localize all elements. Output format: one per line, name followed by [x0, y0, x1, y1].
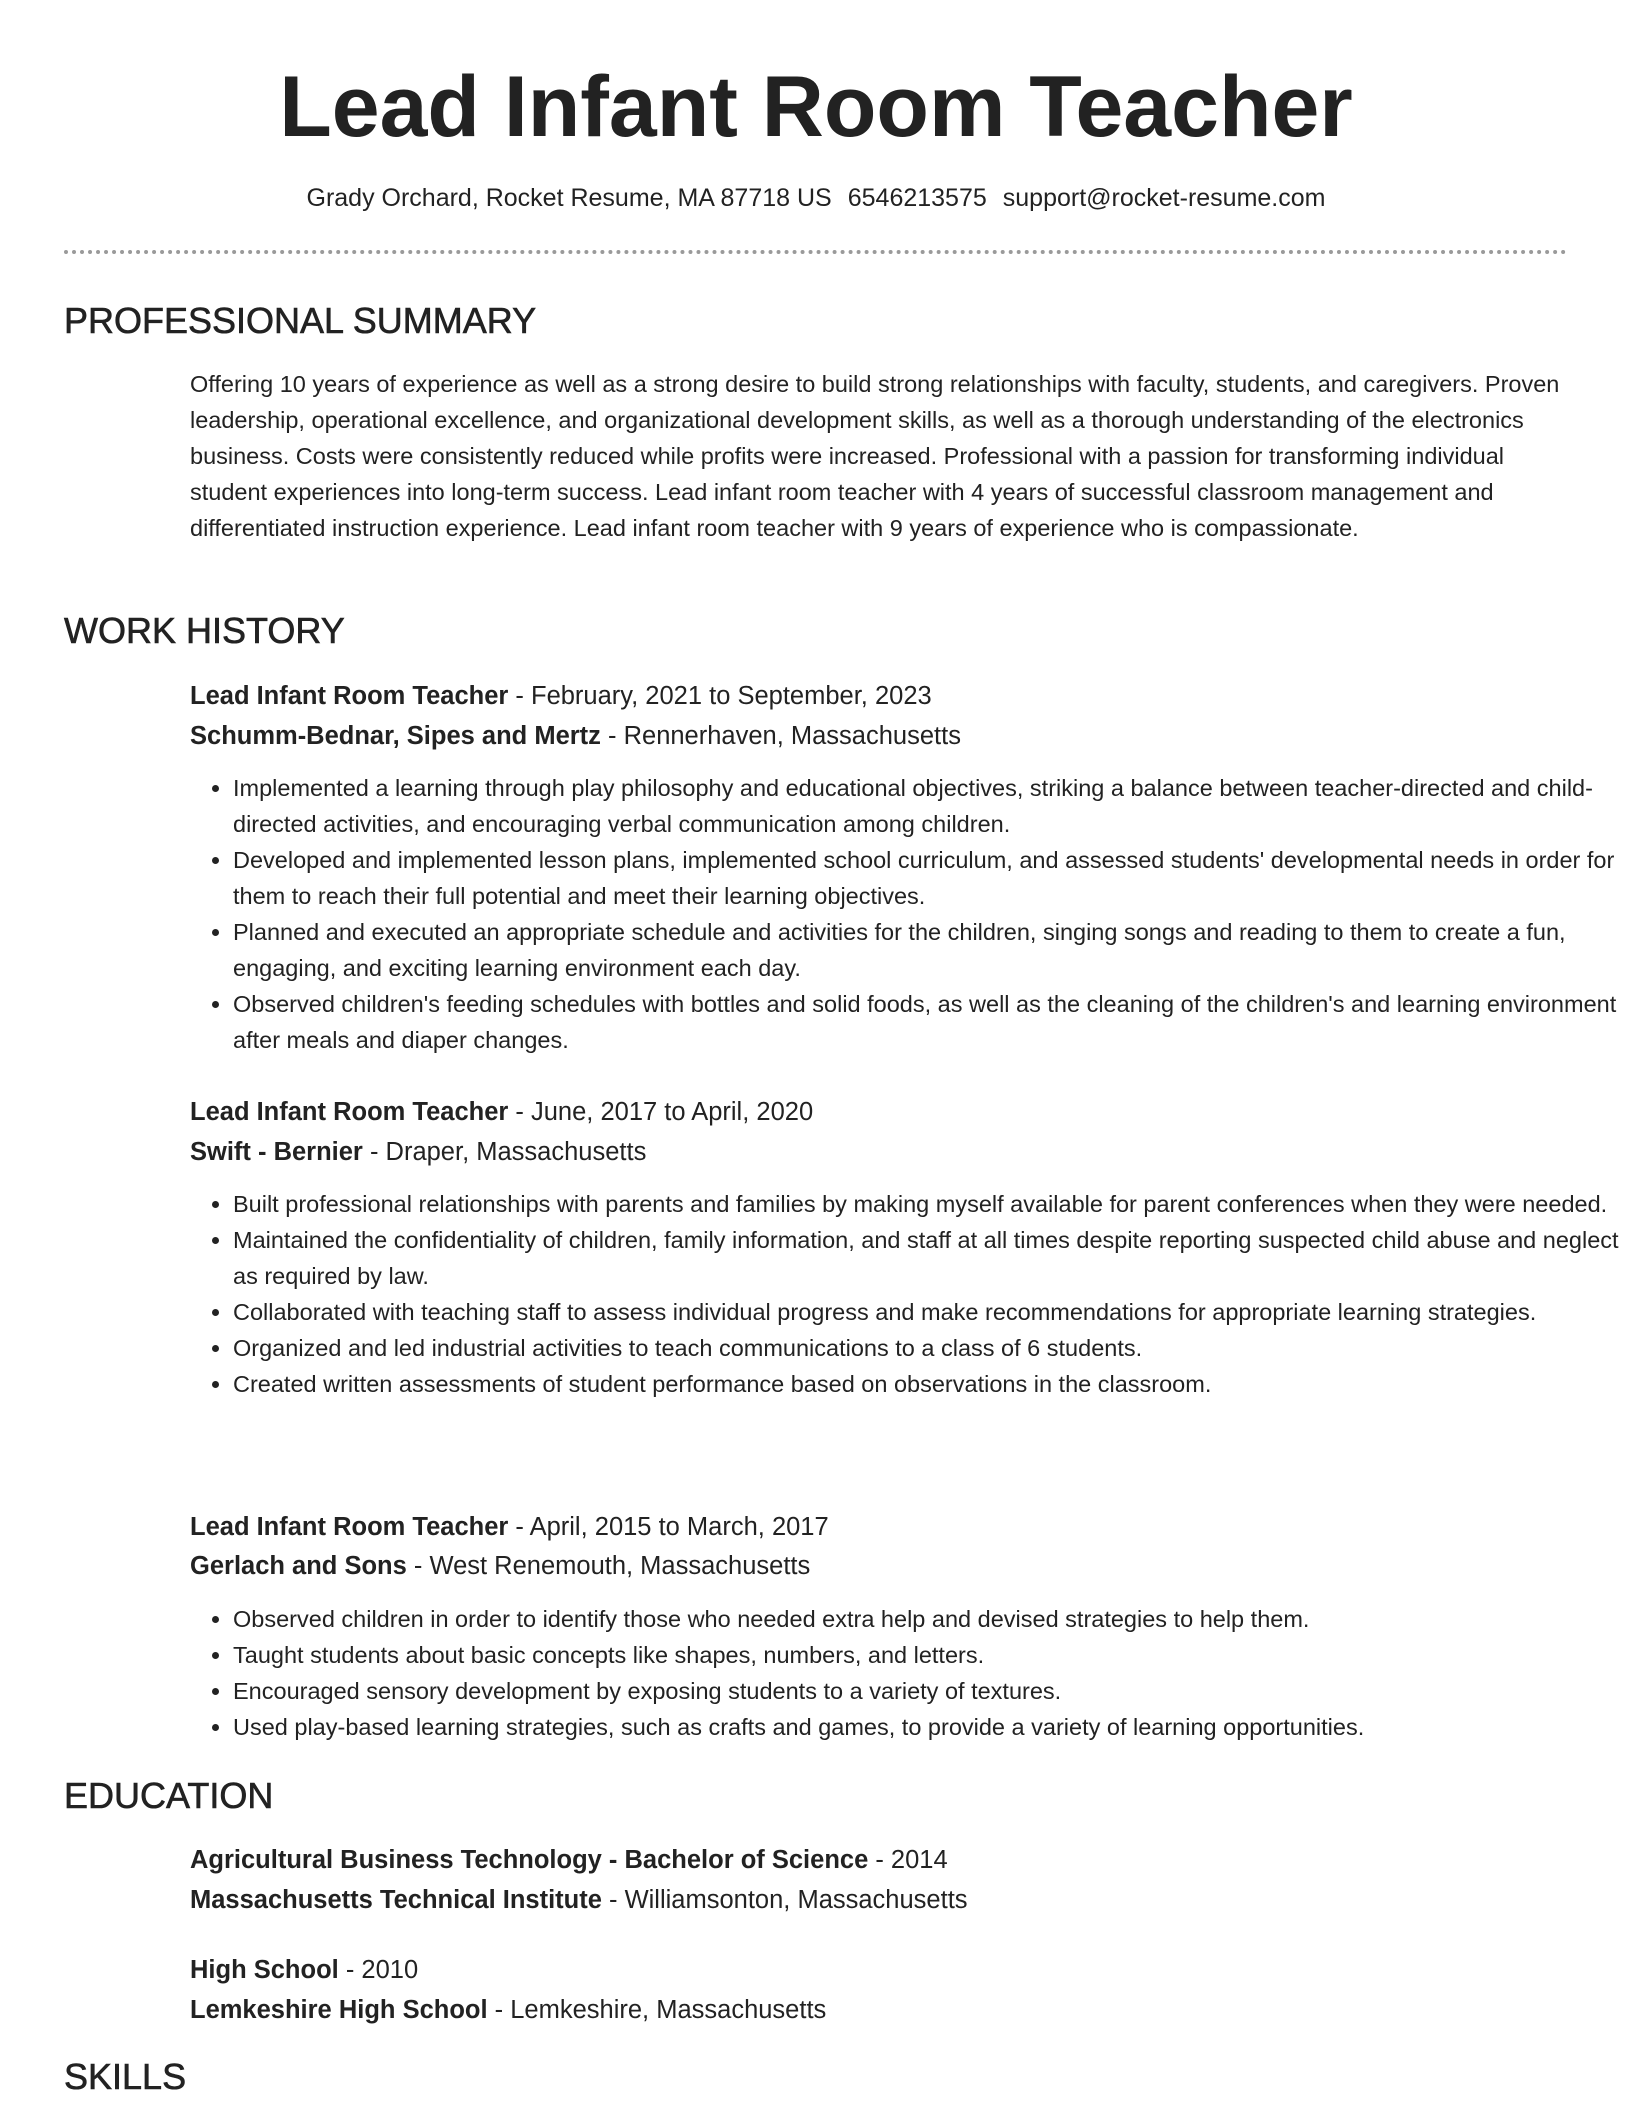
job-2-title-line: [190, 1092, 813, 1132]
job-1-role: Lead Infant Room Teacher: [190, 682, 509, 710]
job-2-role: Lead Infant Room Teacher: [190, 1098, 509, 1126]
job-3-bullet-list: [190, 1601, 1623, 1745]
education-1-school-line: [190, 1880, 968, 1920]
header-divider: [64, 250, 1567, 254]
contact-line: [0, 178, 1632, 218]
education-1-location: - Williamsonton, Massachusetts: [601, 1886, 968, 1914]
education-2-degree: High School: [190, 1956, 339, 1984]
summary-text: Offering 10 years of experience as well as a strong desire to build strong relationships with faculty, students, and caregivers. Proven leadership, operational excellence, and organizational development skills, as well as a thorough understanding of the electronics business. Costs were consistently reduced while profits were increased. Professional with a passion for transforming individual student experiences into long-term success. Lead infant room teacher with 4 years of successful classroom management and differentiated instruction experience. Lead infant room teacher with 9 years of experience who is compassionate.: [190, 371, 1560, 541]
education-1-school: Massachusetts Technical Institute: [190, 1886, 602, 1914]
job-3-bullet-4: • Used play-based learning strategies, such as crafts and games, to provide a variety of learning opportunities.: [233, 1709, 1623, 1745]
education-2-degree-line: [190, 1950, 418, 1990]
job-1-bullet-4: • Observed children's feeding schedules with bottles and solid foods, as well as the cleaning of the children's and learning environment after meals and diaper changes.: [233, 986, 1623, 1058]
job-1-bullet-list: [190, 770, 1623, 1058]
job-1-bullet-2: • Developed and implemented lesson plans, implemented school curriculum, and assessed students' developmental needs in order for them to reach their full potential and meet their learning objectives.: [233, 842, 1623, 914]
job-2-bullet-1: • Built professional relationships with parents and families by making myself available for parent conferences when they were needed.: [233, 1186, 1623, 1222]
job-3-bullet-1: • Observed children in order to identify those who needed extra help and devised strategies to help them.: [233, 1601, 1623, 1637]
contact-email: support@rocket-resume.com: [1002, 184, 1326, 212]
skills-section-title: SKILLS: [64, 2056, 187, 2097]
education-2-school-line: [190, 1990, 826, 2030]
job-1-company: Schumm-Bednar, Sipes and Mertz: [190, 722, 601, 750]
job-2-bullet-2: • Maintained the confidentiality of children, family information, and staff at all times despite reporting suspected child abuse and neglect as required by law.: [233, 1222, 1623, 1294]
job-2-location: - Draper, Massachusetts: [362, 1138, 647, 1166]
education-1-degree-line: [190, 1840, 948, 1880]
job-2-dates: - June, 2017 to April, 2020: [508, 1098, 814, 1126]
job-1-company-line: [190, 716, 961, 756]
summary-section-title: PROFESSIONAL SUMMARY: [64, 300, 537, 341]
job-2-company: Swift - Bernier: [190, 1138, 363, 1166]
job-2-company-line: [190, 1132, 646, 1172]
job-3-role: Lead Infant Room Teacher: [190, 1513, 509, 1541]
job-1-bullet-3: • Planned and executed an appropriate schedule and activities for the children, singing songs and reading to them to create a fun, engaging, and exciting learning environment each day.: [233, 914, 1623, 986]
job-1-title-line: [190, 676, 932, 716]
job-3-bullet-2: • Taught students about basic concepts like shapes, numbers, and letters.: [233, 1637, 1623, 1673]
education-section-title: EDUCATION: [64, 1775, 274, 1816]
job-3-company-line: [190, 1546, 810, 1586]
education-1-year: - 2014: [868, 1846, 948, 1874]
contact-address: Grady Orchard, Rocket Resume, MA 87718 US: [306, 184, 832, 212]
job-3-company: Gerlach and Sons: [190, 1552, 407, 1580]
job-1-location: - Rennerhaven, Massachusetts: [600, 722, 961, 750]
education-2-year: - 2010: [338, 1956, 419, 1984]
work-history-section-title: WORK HISTORY: [64, 610, 345, 651]
education-2-school: Lemkeshire High School: [190, 1996, 488, 2024]
job-1-bullet-1: • Implemented a learning through play philosophy and educational objectives, striking a balance between teacher-directed and child-directed activities, and encouraging verbal communication among children.: [233, 770, 1623, 842]
job-3-location: - West Renemouth, Massachusetts: [406, 1552, 811, 1580]
education-1-degree: Agricultural Business Technology - Bachelor of Science: [190, 1846, 869, 1874]
job-2-bullet-4: • Organized and led industrial activities to teach communications to a class of 6 students.: [233, 1330, 1623, 1366]
job-3-bullet-3: • Encouraged sensory development by exposing students to a variety of textures.: [233, 1673, 1623, 1709]
education-2-location: - Lemkeshire, Massachusetts: [487, 1996, 827, 2024]
contact-phone: 6546213575: [847, 184, 987, 212]
job-2-bullet-3: • Collaborated with teaching staff to assess individual progress and make recommendations for appropriate learning strategies.: [233, 1294, 1623, 1330]
resume-name-heading: Lead Infant Room Teacher: [279, 59, 1353, 155]
job-3-dates: - April, 2015 to March, 2017: [508, 1513, 829, 1541]
job-1-dates: - February, 2021 to September, 2023: [508, 682, 932, 710]
job-2-bullet-list: [190, 1186, 1623, 1402]
job-2-bullet-5: • Created written assessments of student performance based on observations in the classroom.: [233, 1366, 1623, 1402]
job-3-title-line: [190, 1507, 829, 1547]
